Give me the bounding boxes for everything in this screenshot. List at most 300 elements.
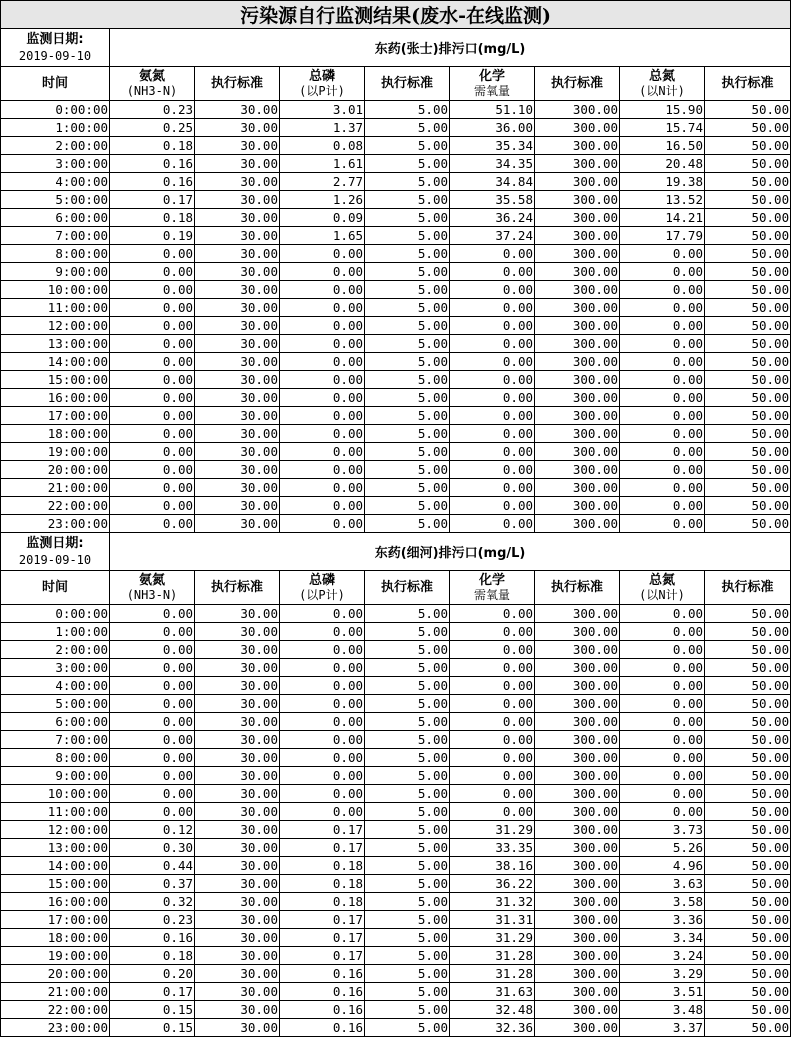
time-cell: 13:00:00 [1,839,110,857]
column-header [280,67,365,101]
column-header-label: 总氮 [648,68,675,84]
value-cell: 36.22 [450,875,535,893]
value-cell: 0.00 [280,605,365,623]
value-cell: 0.00 [620,353,705,371]
value-cell: 300.00 [535,137,620,155]
time-cell: 21:00:00 [1,983,110,1001]
column-header-row [1,571,791,605]
value-cell: 0.00 [110,389,195,407]
value-cell: 50.00 [705,479,791,497]
value-cell: 50.00 [705,659,791,677]
value-cell: 30.00 [195,983,280,1001]
table-row [1,353,791,371]
value-cell: 300.00 [535,893,620,911]
value-cell: 20.48 [620,155,705,173]
value-cell: 0.18 [280,875,365,893]
time-cell: 13:00:00 [1,335,110,353]
value-cell: 0.00 [110,605,195,623]
column-header-label: 执行标准 [721,580,774,595]
column-header-sublabel: (NH3-N) [126,83,178,98]
value-cell: 0.00 [620,515,705,533]
value-cell: 50.00 [705,407,791,425]
value-cell: 300.00 [535,209,620,227]
value-cell: 300.00 [535,281,620,299]
value-cell: 0.18 [110,137,195,155]
value-cell: 300.00 [535,947,620,965]
value-cell: 0.00 [280,425,365,443]
value-cell: 5.00 [365,785,450,803]
column-header-sublabel: 需氧量 [473,83,510,98]
value-cell: 5.00 [365,947,450,965]
value-cell: 300.00 [535,497,620,515]
column-header-label: 氨氮 [138,68,165,84]
value-cell: 300.00 [535,317,620,335]
column-header-sublabel: (以N计) [639,83,685,98]
value-cell: 30.00 [195,623,280,641]
value-cell: 0.00 [620,281,705,299]
time-cell: 12:00:00 [1,317,110,335]
value-cell: 50.00 [705,803,791,821]
value-cell: 300.00 [535,461,620,479]
value-cell: 0.00 [110,371,195,389]
value-cell: 300.00 [535,983,620,1001]
column-header-label: 总磷 [308,68,335,84]
value-cell: 0.30 [110,839,195,857]
table-row [1,155,791,173]
time-cell: 3:00:00 [1,155,110,173]
value-cell: 31.28 [450,947,535,965]
value-cell: 50.00 [705,353,791,371]
value-cell: 300.00 [535,263,620,281]
value-cell: 0.00 [280,731,365,749]
value-cell: 0.19 [110,227,195,245]
value-cell: 50.00 [705,839,791,857]
column-header [1,571,110,605]
value-cell: 5.00 [365,353,450,371]
value-cell: 5.00 [365,443,450,461]
column-header-label: 时间 [41,76,68,91]
table-row [1,623,791,641]
value-cell: 1.65 [280,227,365,245]
table-row [1,389,791,407]
value-cell: 3.48 [620,1001,705,1019]
value-cell: 300.00 [535,407,620,425]
value-cell: 50.00 [705,911,791,929]
value-cell: 300.00 [535,443,620,461]
table-row [1,245,791,263]
value-cell: 5.00 [365,713,450,731]
table-row [1,857,791,875]
value-cell: 30.00 [195,227,280,245]
value-cell: 50.00 [705,371,791,389]
value-cell: 0.00 [450,353,535,371]
section-header-row [1,29,791,67]
value-cell: 5.00 [365,155,450,173]
time-cell: 11:00:00 [1,803,110,821]
value-cell: 50.00 [705,947,791,965]
value-cell: 0.00 [280,749,365,767]
time-cell: 9:00:00 [1,263,110,281]
value-cell: 0.00 [450,299,535,317]
value-cell: 0.00 [620,677,705,695]
value-cell: 0.12 [110,821,195,839]
table-row [1,785,791,803]
value-cell: 5.00 [365,875,450,893]
value-cell: 50.00 [705,1001,791,1019]
value-cell: 50.00 [705,173,791,191]
value-cell: 50.00 [705,389,791,407]
time-cell: 7:00:00 [1,227,110,245]
column-header [535,67,620,101]
value-cell: 34.84 [450,173,535,191]
value-cell: 3.58 [620,893,705,911]
value-cell: 34.35 [450,155,535,173]
time-cell: 9:00:00 [1,767,110,785]
value-cell: 50.00 [705,317,791,335]
table-row [1,317,791,335]
value-cell: 32.36 [450,1019,535,1037]
value-cell: 0.00 [620,497,705,515]
table-row [1,821,791,839]
value-cell: 30.00 [195,1019,280,1037]
value-cell: 35.58 [450,191,535,209]
column-header-label: 执行标准 [210,76,263,91]
column-header-label: 化学 [478,572,505,588]
value-cell: 3.73 [620,821,705,839]
value-cell: 300.00 [535,371,620,389]
value-cell: 13.52 [620,191,705,209]
value-cell: 30.00 [195,263,280,281]
column-header [110,571,195,605]
value-cell: 30.00 [195,443,280,461]
value-cell: 30.00 [195,785,280,803]
value-cell: 5.00 [365,821,450,839]
time-cell: 5:00:00 [1,695,110,713]
value-cell: 0.00 [450,695,535,713]
value-cell: 15.90 [620,101,705,119]
value-cell: 0.00 [450,785,535,803]
time-cell: 12:00:00 [1,821,110,839]
time-cell: 18:00:00 [1,929,110,947]
value-cell: 300.00 [535,227,620,245]
value-cell: 50.00 [705,857,791,875]
column-header-sublabel: 需氧量 [473,587,510,602]
value-cell: 3.34 [620,929,705,947]
value-cell: 5.00 [365,335,450,353]
value-cell: 50.00 [705,713,791,731]
value-cell: 0.00 [280,659,365,677]
value-cell: 0.00 [280,785,365,803]
value-cell: 30.00 [195,155,280,173]
value-cell: 0.00 [110,785,195,803]
value-cell: 50.00 [705,281,791,299]
value-cell: 30.00 [195,731,280,749]
value-cell: 17.79 [620,227,705,245]
value-cell: 0.00 [450,497,535,515]
value-cell: 0.00 [620,317,705,335]
value-cell: 30.00 [195,371,280,389]
time-cell: 6:00:00 [1,713,110,731]
column-header-label: 执行标准 [210,580,263,595]
value-cell: 0.00 [620,785,705,803]
value-cell: 0.00 [280,371,365,389]
value-cell: 30.00 [195,119,280,137]
column-header-label: 时间 [41,580,68,595]
value-cell: 31.31 [450,911,535,929]
value-cell: 5.00 [365,227,450,245]
column-header [365,67,450,101]
time-cell: 23:00:00 [1,1019,110,1037]
value-cell: 0.00 [620,299,705,317]
value-cell: 5.00 [365,677,450,695]
value-cell: 0.00 [450,443,535,461]
time-cell: 4:00:00 [1,173,110,191]
value-cell: 16.50 [620,137,705,155]
column-header [280,571,365,605]
value-cell: 5.00 [365,425,450,443]
column-header [195,67,280,101]
value-cell: 5.00 [365,659,450,677]
value-cell: 30.00 [195,893,280,911]
value-cell: 5.00 [365,1001,450,1019]
time-cell: 15:00:00 [1,875,110,893]
table-row [1,227,791,245]
column-header-label: 化学 [478,68,505,84]
value-cell: 300.00 [535,335,620,353]
value-cell: 0.00 [110,767,195,785]
value-cell: 30.00 [195,947,280,965]
table-row [1,497,791,515]
value-cell: 0.00 [110,731,195,749]
value-cell: 30.00 [195,695,280,713]
value-cell: 0.00 [450,245,535,263]
value-cell: 0.00 [110,461,195,479]
value-cell: 50.00 [705,299,791,317]
value-cell: 0.00 [280,515,365,533]
value-cell: 50.00 [705,623,791,641]
value-cell: 5.00 [365,839,450,857]
value-cell: 0.37 [110,875,195,893]
value-cell: 50.00 [705,749,791,767]
table-row [1,299,791,317]
value-cell: 0.00 [450,425,535,443]
outlet-name: 东药(细河)排污口(mg/L) [110,533,791,571]
time-cell: 15:00:00 [1,371,110,389]
value-cell: 300.00 [535,1001,620,1019]
value-cell: 0.00 [620,461,705,479]
value-cell: 0.09 [280,209,365,227]
value-cell: 5.00 [365,695,450,713]
value-cell: 5.00 [365,281,450,299]
value-cell: 30.00 [195,191,280,209]
value-cell: 0.00 [620,263,705,281]
value-cell: 50.00 [705,893,791,911]
value-cell: 30.00 [195,1001,280,1019]
value-cell: 0.00 [450,515,535,533]
table-row [1,425,791,443]
value-cell: 0.00 [110,353,195,371]
table-row [1,137,791,155]
value-cell: 5.00 [365,191,450,209]
value-cell: 30.00 [195,299,280,317]
table-row [1,407,791,425]
value-cell: 30.00 [195,677,280,695]
value-cell: 0.00 [450,803,535,821]
value-cell: 0.00 [280,677,365,695]
value-cell: 0.44 [110,857,195,875]
value-cell: 31.28 [450,965,535,983]
value-cell: 0.00 [110,713,195,731]
time-cell: 20:00:00 [1,965,110,983]
column-header-label: 执行标准 [380,580,433,595]
value-cell: 36.00 [450,119,535,137]
value-cell: 50.00 [705,983,791,1001]
value-cell: 30.00 [195,713,280,731]
value-cell: 300.00 [535,821,620,839]
table-row [1,983,791,1001]
value-cell: 50.00 [705,785,791,803]
value-cell: 0.00 [450,479,535,497]
value-cell: 30.00 [195,821,280,839]
column-header-label: 总磷 [308,572,335,588]
value-cell: 0.17 [280,821,365,839]
value-cell: 0.00 [280,713,365,731]
value-cell: 0.00 [110,515,195,533]
value-cell: 50.00 [705,443,791,461]
value-cell: 19.38 [620,173,705,191]
table-row [1,515,791,533]
time-cell: 11:00:00 [1,299,110,317]
column-header [620,571,705,605]
value-cell: 0.00 [620,623,705,641]
value-cell: 0.16 [280,983,365,1001]
time-cell: 5:00:00 [1,191,110,209]
table-row [1,641,791,659]
value-cell: 35.34 [450,137,535,155]
value-cell: 30.00 [195,497,280,515]
value-cell: 30.00 [195,767,280,785]
value-cell: 0.00 [110,317,195,335]
value-cell: 3.24 [620,947,705,965]
time-cell: 10:00:00 [1,281,110,299]
value-cell: 0.00 [620,479,705,497]
table-row [1,965,791,983]
time-cell: 18:00:00 [1,425,110,443]
time-cell: 19:00:00 [1,947,110,965]
value-cell: 0.00 [280,479,365,497]
value-cell: 5.00 [365,731,450,749]
time-cell: 17:00:00 [1,911,110,929]
column-header [535,571,620,605]
value-cell: 0.00 [450,389,535,407]
value-cell: 31.29 [450,821,535,839]
value-cell: 300.00 [535,641,620,659]
value-cell: 300.00 [535,101,620,119]
value-cell: 5.00 [365,767,450,785]
value-cell: 0.00 [280,389,365,407]
value-cell: 5.26 [620,839,705,857]
time-cell: 21:00:00 [1,479,110,497]
value-cell: 0.00 [280,353,365,371]
table-row [1,209,791,227]
table-row [1,1001,791,1019]
value-cell: 3.36 [620,911,705,929]
value-cell: 0.00 [620,371,705,389]
value-cell: 5.00 [365,461,450,479]
value-cell: 30.00 [195,389,280,407]
column-header [450,67,535,101]
value-cell: 0.00 [110,623,195,641]
column-header [195,571,280,605]
value-cell: 300.00 [535,1019,620,1037]
value-cell: 50.00 [705,677,791,695]
value-cell: 300.00 [535,605,620,623]
value-cell: 5.00 [365,641,450,659]
table-row [1,263,791,281]
value-cell: 30.00 [195,515,280,533]
value-cell: 50.00 [705,245,791,263]
value-cell: 0.00 [450,371,535,389]
value-cell: 0.16 [280,1001,365,1019]
value-cell: 5.00 [365,245,450,263]
value-cell: 3.51 [620,983,705,1001]
value-cell: 5.00 [365,929,450,947]
value-cell: 0.00 [450,623,535,641]
value-cell: 300.00 [535,695,620,713]
value-cell: 5.00 [365,389,450,407]
value-cell: 50.00 [705,335,791,353]
value-cell: 30.00 [195,929,280,947]
value-cell: 0.00 [450,407,535,425]
value-cell: 0.00 [620,803,705,821]
table-row [1,335,791,353]
column-header [1,67,110,101]
value-cell: 0.00 [450,461,535,479]
value-cell: 30.00 [195,857,280,875]
value-cell: 0.25 [110,119,195,137]
value-cell: 30.00 [195,209,280,227]
value-cell: 30.00 [195,605,280,623]
value-cell: 50.00 [705,965,791,983]
value-cell: 0.00 [620,659,705,677]
value-cell: 5.00 [365,1019,450,1037]
monitoring-date-label: 监测日期: [26,535,84,551]
value-cell: 50.00 [705,461,791,479]
value-cell: 0.00 [450,281,535,299]
value-cell: 36.24 [450,209,535,227]
value-cell: 300.00 [535,839,620,857]
value-cell: 300.00 [535,245,620,263]
monitoring-date-value: 2019-09-10 [18,552,92,567]
value-cell: 1.26 [280,191,365,209]
value-cell: 300.00 [535,731,620,749]
value-cell: 0.00 [110,281,195,299]
report-title: 污染源自行监测结果(废水-在线监测) [1,1,791,29]
table-row [1,695,791,713]
value-cell: 33.35 [450,839,535,857]
value-cell: 0.00 [620,425,705,443]
column-header [620,67,705,101]
value-cell: 50.00 [705,605,791,623]
value-cell: 0.00 [110,335,195,353]
value-cell: 300.00 [535,713,620,731]
value-cell: 5.00 [365,965,450,983]
value-cell: 0.00 [280,695,365,713]
value-cell: 0.15 [110,1001,195,1019]
value-cell: 300.00 [535,875,620,893]
value-cell: 0.00 [450,767,535,785]
value-cell: 0.00 [620,641,705,659]
